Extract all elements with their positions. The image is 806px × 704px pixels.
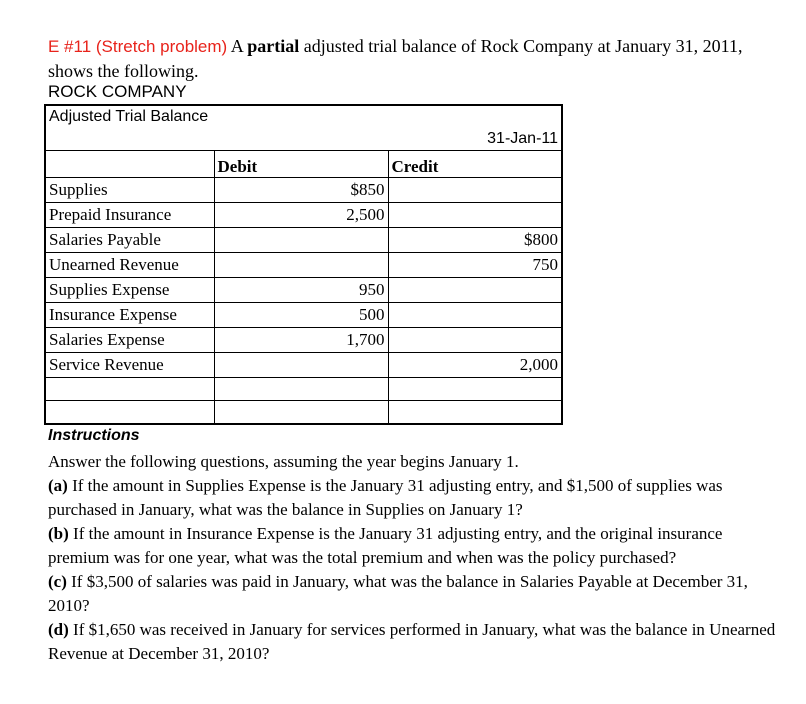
question-text: If the amount in Supplies Expense is the January 31 adjusting entry, and $1,500 of supplies was purchased in January, what was the balance in Supplies on January 1?: [48, 476, 723, 519]
blank-row: [45, 378, 562, 401]
table-row: [45, 353, 562, 378]
credit-header: Credit: [388, 157, 562, 178]
column-header-row: [45, 157, 562, 178]
question-label: (d): [48, 620, 69, 639]
account-name: Service Revenue: [45, 353, 214, 378]
account-name: Salaries Payable: [45, 228, 214, 253]
debit-amount: 950: [214, 278, 388, 303]
debit-amount: [214, 228, 388, 253]
table-row: [45, 278, 562, 303]
credit-amount: $800: [388, 228, 562, 253]
company-name: ROCK COMPANY: [48, 82, 187, 101]
credit-amount: [388, 278, 562, 303]
credit-amount: [388, 303, 562, 328]
exercise-heading: [48, 34, 788, 84]
debit-amount: 2,500: [214, 203, 388, 228]
debit-amount: 500: [214, 303, 388, 328]
credit-amount: 2,000: [388, 353, 562, 378]
question-label: (b): [48, 524, 69, 543]
credit-amount: [388, 328, 562, 353]
exercise-number: E #11 (Stretch problem): [48, 37, 228, 56]
debit-header: Debit: [214, 157, 388, 178]
question-c: [48, 570, 788, 618]
heading-text-post: adjusted trial balance of Rock Company at January 31, 2011, shows the following.: [48, 36, 743, 81]
blank-row-last: [45, 401, 562, 425]
debit-amount: $850: [214, 178, 388, 203]
account-name: Prepaid Insurance: [45, 203, 214, 228]
question-a: [48, 474, 788, 522]
table-row: [45, 203, 562, 228]
account-name: Insurance Expense: [45, 303, 214, 328]
credit-amount: [388, 178, 562, 203]
instructions-intro: Answer the following questions, assuming the year begins January 1.: [48, 452, 519, 471]
trial-balance-table: [44, 104, 563, 425]
table-row: [45, 303, 562, 328]
report-date-row: [45, 128, 562, 151]
question-text: If the amount in Insurance Expense is the January 31 adjusting entry, and the original insurance premium was for one year, what was the total premium and when was the policy purchased?: [48, 524, 723, 567]
instructions-title: Instructions: [48, 427, 140, 444]
account-name: Supplies Expense: [45, 278, 214, 303]
debit-amount: [214, 353, 388, 378]
account-name: Unearned Revenue: [45, 253, 214, 278]
question-label: (c): [48, 572, 67, 591]
question-b: [48, 522, 788, 570]
report-date: 31-Jan-11: [45, 128, 562, 151]
credit-amount: [388, 203, 562, 228]
table-row: [45, 228, 562, 253]
heading-text-bold: partial: [247, 36, 300, 56]
account-rows: [45, 178, 562, 378]
table-row: [45, 178, 562, 203]
account-name: Supplies: [45, 178, 214, 203]
report-title: Adjusted Trial Balance: [45, 105, 562, 128]
credit-amount: 750: [388, 253, 562, 278]
table-row: [45, 328, 562, 353]
question-text: If $3,500 of salaries was paid in January, what was the balance in Salaries Payable at December 31, 2010?: [48, 572, 748, 615]
question-d: [48, 618, 788, 666]
account-name: Salaries Expense: [45, 328, 214, 353]
report-title-row: [45, 105, 562, 128]
question-text: If $1,650 was received in January for services performed in January, what was the balance in Unearned Revenue at December 31, 2010?: [48, 620, 776, 663]
heading-text-pre: A: [230, 36, 248, 56]
instructions-body: [48, 450, 788, 666]
table-row: [45, 253, 562, 278]
debit-amount: [214, 253, 388, 278]
debit-amount: 1,700: [214, 328, 388, 353]
question-label: (a): [48, 476, 68, 495]
